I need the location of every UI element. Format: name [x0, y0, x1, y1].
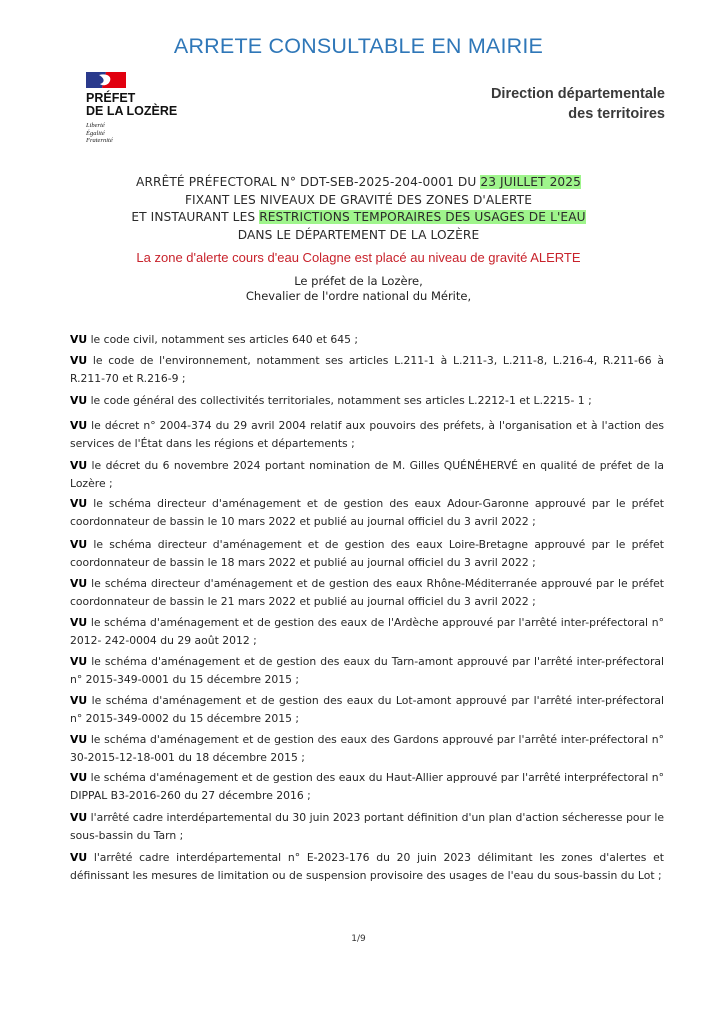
visa-item [70, 495, 664, 530]
visa-item [70, 614, 664, 649]
consultation-banner: ARRETE CONSULTABLE EN MAIRIE [173, 34, 544, 58]
title-date-highlight: 23 JUILLET 2025 [480, 175, 581, 189]
vu-label: VU [70, 577, 88, 590]
vu-label: VU [70, 333, 88, 346]
visa-text: le code général des collectivités territoriales, notamment ses articles L.2212-1 et L.2215- 1 ; [90, 394, 592, 407]
vu-label: VU [70, 419, 88, 432]
visa-text: le schéma d'aménagement et de gestion des eaux du Haut-Allier approuvé par l'arrêté interpréfectoral n° DIPPAL B3-2016-260 du 27 décembre 2016 ; [70, 771, 664, 802]
visa-text: le décret n° 2004-374 du 29 avril 2004 relatif aux pouvoirs des préfets, à l'organisation et à l'action des services de l'État dans les régions et départements ; [70, 419, 664, 450]
page-number: 1/9 [351, 934, 366, 944]
vu-label: VU [70, 616, 88, 629]
motto-fraternite: Fraternité [86, 137, 113, 144]
visa-item [70, 392, 664, 410]
issuing-directorate [491, 84, 665, 124]
visa-text: le schéma d'aménagement et de gestion des eaux du Lot-amont approuvé par l'arrêté inter-préfectoral n° 2015-349-0002 du 15 décembre 2015 ; [70, 694, 664, 725]
visa-item [70, 575, 664, 610]
title-line-4: DANS LE DÉPARTEMENT DE LA LOZÈRE [237, 227, 480, 242]
title-line-3 [0, 209, 717, 227]
visa-item [70, 692, 664, 727]
visa-item [70, 417, 664, 452]
visa-text: le schéma d'aménagement et de gestion des eaux de l'Ardèche approuvé par l'arrêté inter-préfectoral n° 2012- 242-0004 du 29 août 2012 ; [70, 616, 664, 647]
vu-label: VU [70, 851, 88, 864]
visa-text: le décret du 6 novembre 2024 portant nomination de M. Gilles QUÉNÉHERVÉ en qualité de préfet de la Lozère ; [70, 459, 664, 490]
visa-item [70, 731, 664, 766]
visa-text: l'arrêté cadre interdépartemental du 30 juin 2023 portant définition d'un plan d'action sécheresse pour le sous-bassin du Tarn ; [70, 811, 664, 842]
vu-label: VU [70, 459, 88, 472]
vu-label: VU [70, 733, 88, 746]
visa-text: le schéma directeur d'aménagement et de gestion des eaux Loire-Bretagne approuvé par le préfet coordonnateur de bassin le 18 mars 2022 et publié au journal officiel du 3 avril 2022 ; [70, 538, 665, 569]
title-restrictions-highlight: RESTRICTIONS TEMPORAIRES DES USAGES DE L'EAU [259, 210, 586, 224]
vu-label: VU [70, 394, 88, 407]
title-number: ARRÊTÉ PRÉFECTORAL N° DDT-SEB-2025-204-0001 DU [136, 175, 481, 189]
visa-item [70, 849, 664, 884]
direction-line-2: des territoires [568, 106, 665, 122]
visa-text: le code civil, notamment ses articles 640 et 645 ; [90, 333, 359, 346]
prefet-designation-line-2: Chevalier de l'ordre national du Mérite, [245, 289, 472, 303]
prefet-line-1: PRÉFET [86, 91, 136, 105]
title-line-1 [0, 174, 717, 192]
visa-text: le schéma directeur d'aménagement et de gestion des eaux Adour-Garonne approuvé par le préfet coordonnateur de bassin le 10 mars 2022 et publié au journal officiel du 3 avril 2022 ; [70, 497, 664, 528]
prefecture-logo [86, 72, 196, 145]
republic-motto [86, 122, 196, 145]
vu-label: VU [70, 771, 88, 784]
prefet-line-2: DE LA LOZÈRE [86, 104, 178, 118]
visa-text: l'arrêté cadre interdépartemental n° E-2023-176 du 20 juin 2023 délimitant les zones d'alertes et définissant les mesures de limitation ou de suspension provisoire des usages de l'eau du sous-bassin du Lot ; [70, 851, 665, 882]
arrete-title [0, 174, 717, 244]
marianne-flag-icon [86, 72, 126, 88]
visa-item [70, 653, 664, 688]
vu-label: VU [70, 538, 88, 551]
visa-text: le schéma d'aménagement et de gestion des eaux des Gardons approuvé par l'arrêté inter-préfectoral n° 30-2015-12-18-001 du 18 décembre 2015 ; [70, 733, 664, 764]
vu-label: VU [70, 497, 88, 510]
vu-label: VU [70, 811, 88, 824]
motto-liberte: Liberté [86, 122, 105, 129]
visa-item [70, 536, 664, 571]
alert-level-notice: La zone d'alerte cours d'eau Colagne est placé au niveau de gravité ALERTE [136, 250, 581, 265]
visa-item [70, 331, 664, 349]
prefet-designation [0, 274, 717, 304]
visa-item [70, 809, 664, 844]
visa-text: le schéma d'aménagement et de gestion des eaux du Tarn-amont approuvé par l'arrêté inter-préfectoral n° 2015-349-0001 du 15 décembre 2015 ; [70, 655, 664, 686]
vu-label: VU [70, 655, 88, 668]
prefet-name [86, 92, 196, 118]
visa-text: le code de l'environnement, notamment ses articles L.211-1 à L.211-3, L.211-8, L.216-4, R.211-66 à R.211-70 et R.216-9 ; [70, 354, 664, 385]
prefet-designation-line-1: Le préfet de la Lozère, [294, 274, 423, 288]
direction-line-1: Direction départementale [490, 86, 665, 102]
motto-egalite: Égalité [86, 129, 105, 137]
title-line-2: FIXANT LES NIVEAUX DE GRAVITÉ DES ZONES D'ALERTE [184, 192, 533, 207]
title-line-3-prefix: ET INSTAURANT LES [131, 210, 260, 224]
visa-item [70, 352, 664, 387]
visa-item [70, 769, 664, 804]
vu-label: VU [70, 354, 88, 367]
vu-label: VU [70, 694, 88, 707]
visa-text: le schéma directeur d'aménagement et de gestion des eaux Rhône-Méditerranée approuvé par le préfet coordonnateur de bassin le 21 mars 2022 et publié au journal officiel du 3 avril 2022 ; [70, 577, 664, 608]
visa-item [70, 457, 664, 492]
